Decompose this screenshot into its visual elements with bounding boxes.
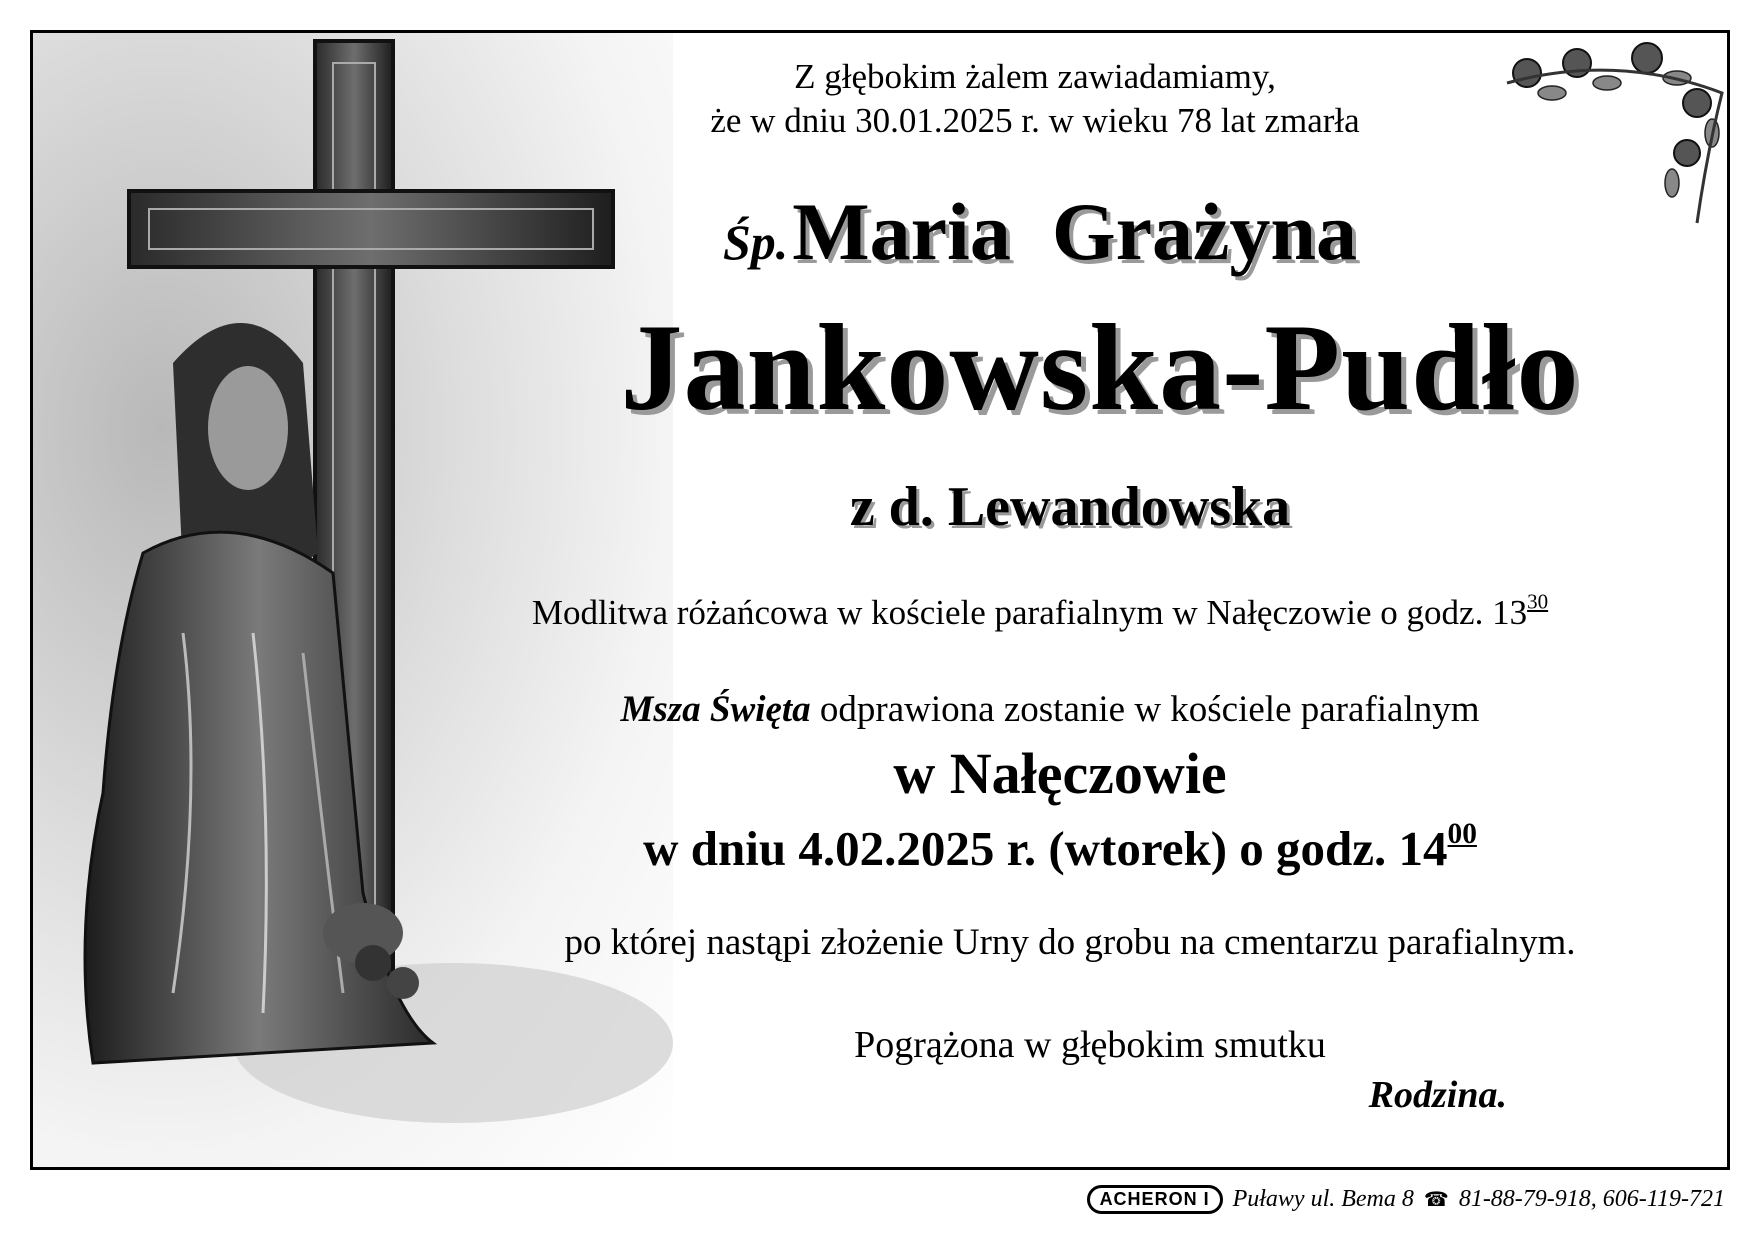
family-signature: Rodzina.	[1368, 1074, 1507, 1116]
mass-minutes: 00	[1447, 817, 1477, 850]
first-names-line	[553, 185, 1527, 279]
rosary-text: Modlitwa różańcowa w kościele parafialnym w Nałęczowie o godz. 13	[531, 593, 1528, 632]
telephone-icon: ☎	[1423, 1188, 1449, 1211]
first-names: Maria Grażyna	[792, 186, 1358, 277]
roses-corner-decoration	[1497, 33, 1727, 233]
footer	[1087, 1182, 1725, 1216]
obituary-frame	[30, 30, 1730, 1170]
mass-place: w Nałęczowie	[893, 741, 1227, 806]
mass-text: odprawiona zostanie w kościele parafialnym	[810, 689, 1480, 730]
maiden-name: z d. Lewandowska	[849, 476, 1291, 538]
intro-line-2: że w dniu 30.01.2025 r. w wieku 78 lat zmarła	[710, 101, 1360, 140]
mass-title: Msza Święta	[620, 689, 811, 730]
surname: Jankowska-Pudło	[620, 299, 1580, 436]
mass-date: w dniu 4.02.2025 r. (wtorek) o godz. 14	[643, 821, 1448, 876]
mass-line	[413, 688, 1687, 731]
acheron-logo: ACHERON I	[1087, 1185, 1223, 1214]
footer-phones: 81-88-79-918, 606-119-721	[1458, 1185, 1725, 1212]
grief-text: Pogrążona w głębokim smutku	[854, 1024, 1326, 1066]
rosary-prayer-text	[393, 589, 1687, 633]
intro-line-1: Z głębokim żalem zawiadamiamy,	[794, 57, 1276, 96]
mass-date-line	[393, 817, 1727, 877]
burial-text: po której nastąpi złożenie Urny do grobu na cmentarzu parafialnym.	[564, 922, 1576, 963]
intro-text	[573, 55, 1497, 143]
rosary-minutes: 30	[1527, 589, 1549, 614]
sp-prefix: Śp.	[722, 214, 789, 270]
footer-address: Puławy ul. Bema 8	[1232, 1185, 1414, 1212]
